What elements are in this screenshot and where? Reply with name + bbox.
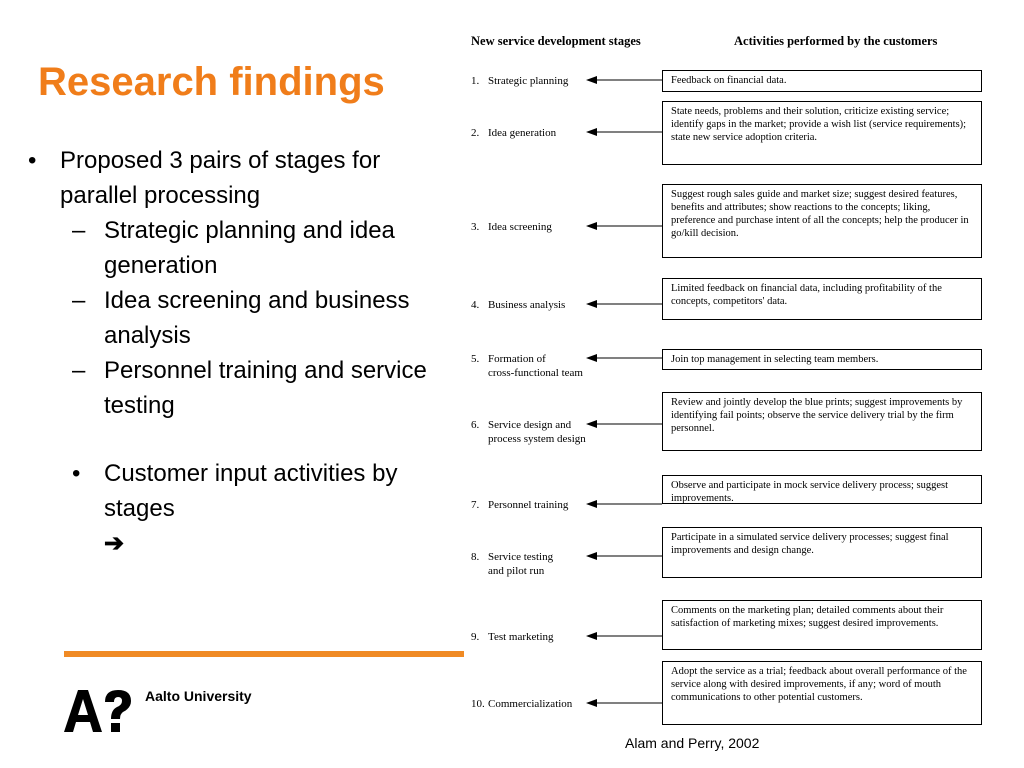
stage-label	[471, 697, 572, 711]
stage-label	[471, 550, 553, 578]
sub-bullet-text: Personnel training and service testing	[104, 357, 427, 419]
bullet-dot: •	[72, 460, 81, 487]
sub-bullet-dash: –	[72, 287, 86, 314]
activity-box: Limited feedback on financial data, including profitability of the concepts, competitors' data.	[662, 278, 982, 320]
university-name: Aalto University	[145, 688, 252, 704]
figure-table	[466, 30, 1006, 730]
stage-number: 1.	[471, 75, 480, 87]
stage-number: 6.	[471, 419, 480, 431]
activity-box: Join top management in selecting team members.	[662, 349, 982, 370]
bullet-item	[28, 456, 448, 561]
stage-name-line: Formation of	[488, 353, 546, 365]
citation: Alam and Perry, 2002	[625, 735, 760, 751]
sub-bullet-text: Idea screening and business analysis	[104, 287, 410, 349]
stage-name-line: Commercialization	[488, 698, 573, 710]
stage-name-line: Strategic planning	[488, 75, 569, 87]
stage-name-line: Idea screening	[488, 221, 552, 233]
sub-bullet-item	[28, 353, 448, 423]
stage-name-line: Service design and	[488, 419, 572, 431]
sub-bullet-text: Strategic planning and idea generation	[104, 217, 395, 279]
activity-box: Review and jointly develop the blue prints; suggest improvements by identifying fail points; observe the service delivery trial by the firm personnel.	[662, 392, 982, 451]
activity-box: Participate in a simulated service delivery processes; suggest final improvements and design change.	[662, 527, 982, 578]
stage-label	[471, 126, 556, 140]
activity-box: Observe and participate in mock service delivery process; suggest improvements.	[662, 475, 982, 504]
arrowhead-icon	[586, 500, 597, 508]
activity-box: Comments on the marketing plan; detailed comments about their satisfaction of marketing mixes; suggest desired improvements.	[662, 600, 982, 650]
activity-box: State needs, problems and their solution, criticize existing service; identify gaps in the market; provide a wish list (service requirements); state new service adoption criteria.	[662, 101, 982, 165]
activity-box: Adopt the service as a trial; feedback about overall performance of the service along with desired improvements, if any; word of mouth communications to other potential customers.	[662, 661, 982, 725]
arrowhead-icon	[586, 222, 597, 230]
bullet-text: Customer input activities by stages	[104, 460, 398, 522]
stage-name-line: Service testing	[488, 551, 554, 563]
sub-bullet-dash: –	[72, 357, 86, 384]
arrowhead-icon	[586, 699, 597, 707]
slide-title: Research findings	[38, 60, 385, 104]
stage-name-line: process system design	[488, 433, 586, 445]
aalto-logo	[64, 688, 132, 734]
arrowhead-icon	[586, 354, 597, 362]
bullet-dot: •	[28, 147, 37, 174]
stage-name-line: Test marketing	[488, 631, 554, 643]
stage-label	[471, 418, 586, 446]
arrowhead-icon	[586, 300, 597, 308]
stage-label	[471, 298, 565, 312]
stage-name-line: Idea generation	[488, 127, 557, 139]
stage-number: 8.	[471, 551, 480, 563]
arrowhead-icon	[586, 552, 597, 560]
stage-name-line: Personnel training	[488, 499, 569, 511]
stage-label	[471, 630, 554, 644]
arrowhead-icon	[586, 128, 597, 136]
stage-number: 4.	[471, 299, 480, 311]
stage-number: 5.	[471, 353, 480, 365]
bullet-list	[28, 143, 448, 561]
stage-number: 10.	[471, 698, 485, 710]
column-header-activities: Activities performed by the customers	[734, 34, 938, 48]
stage-label	[471, 220, 552, 234]
stage-number: 9.	[471, 631, 480, 643]
stage-label	[471, 352, 583, 380]
sub-bullet-item	[28, 283, 448, 353]
sub-bullet-item	[28, 213, 448, 283]
stage-name-line: and pilot run	[488, 565, 545, 577]
stage-name-line: Business analysis	[488, 299, 566, 311]
sub-bullet-dash: –	[72, 217, 86, 244]
bullet-text: Proposed 3 pairs of stages for parallel processing	[60, 147, 381, 209]
activity-box: Suggest rough sales guide and market size; suggest desired features, benefits and attributes; show reactions to the concepts; liking, preference and purchase intent of all the concepts; help the producer in go/kill decision.	[662, 184, 982, 258]
arrowhead-icon	[586, 76, 597, 84]
right-arrow-icon: ➔	[104, 530, 125, 557]
stage-number: 3.	[471, 221, 480, 233]
stage-label	[471, 74, 568, 88]
activity-box: Feedback on financial data.	[662, 70, 982, 92]
arrowhead-icon	[586, 632, 597, 640]
stage-name-line: cross-functional team	[488, 367, 583, 379]
stage-number: 2.	[471, 127, 480, 139]
stage-number: 7.	[471, 499, 480, 511]
column-header-stages: New service development stages	[471, 34, 641, 48]
bullet-item	[28, 143, 448, 213]
arrowhead-icon	[586, 420, 597, 428]
orange-rule	[64, 651, 464, 657]
stage-label	[471, 498, 568, 512]
